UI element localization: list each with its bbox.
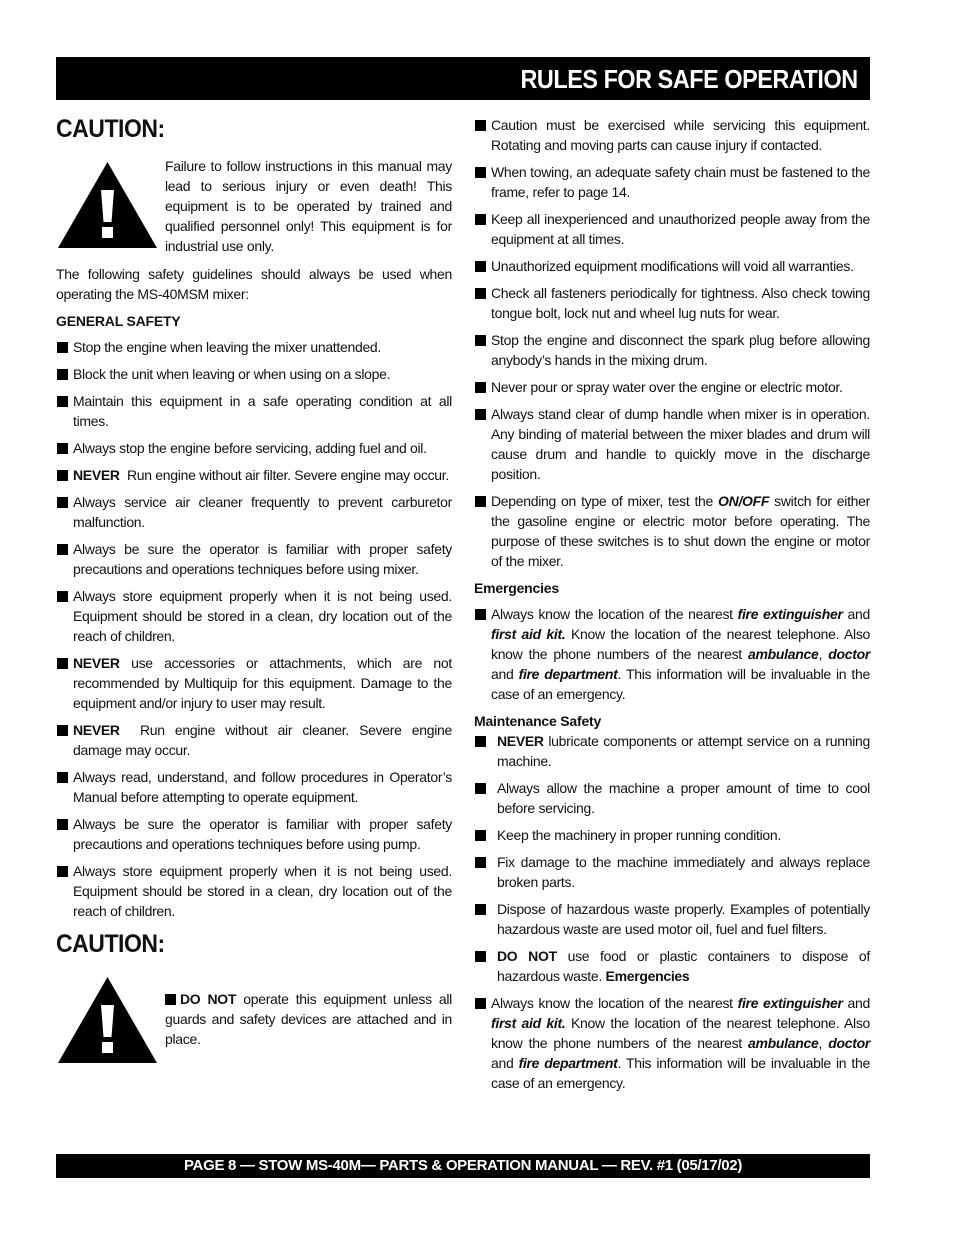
section-heading-general-safety: GENERAL SAFETY	[56, 313, 181, 329]
list-item: Depending on type of mixer, test the ON/OFF switch for either the gasoline engine or electric motor before operating. The purpose of these switches is to shut down the engine or motor of the mixer.	[474, 491, 870, 571]
emergencies-list	[474, 604, 870, 704]
list-item: Stop the engine and disconnect the spark plug before allowing anybody’s hands in the mixing drum.	[474, 330, 870, 370]
list-item: Dispose of hazardous waste properly. Examples of potentially hazardous waste are used motor oil, fuel and fuel filters.	[474, 899, 870, 939]
bullet-square-icon	[475, 120, 486, 131]
caution-second	[56, 930, 452, 1073]
list-item: Always stand clear of dump handle when mixer is in operation. Any binding of material between the mixer blades and drum will cause drum and handle to quickly move in the discharge position.	[474, 404, 870, 484]
list-item: When towing, an adequate safety chain must be fastened to the frame, refer to page 14.	[474, 162, 870, 202]
bullet-square-icon	[57, 396, 68, 407]
list-item: Always know the location of the nearest fire extinguisher and first aid kit. Know the location of the nearest telephone. Also know the phone numbers of the nearest ambulance, doctor and fire department. This information will be invaluable in the case of an emergency.	[474, 993, 870, 1093]
bullet-square-icon	[57, 544, 68, 555]
bullet-square-icon	[475, 830, 486, 841]
bullet-square-icon	[57, 443, 68, 454]
bullet-square-icon	[475, 904, 486, 915]
bullet-square-icon	[475, 382, 486, 393]
header-bar	[56, 57, 870, 100]
bullet-square-icon	[475, 951, 486, 962]
bullet-square-icon	[57, 725, 68, 736]
caution-text: Failure to follow instructions in this manual may lead to serious injury or even death! This equipment is to be operated by trained and qualified personnel only! This equipment is for industrial use only.	[165, 158, 452, 254]
emergencies-list-repeat	[474, 993, 870, 1093]
bullet-square-icon	[57, 658, 68, 669]
bullet-square-icon	[57, 369, 68, 380]
intro-text: The following safety guidelines should always be used when operating the MS-40MSM mixer:	[56, 266, 452, 302]
caution-text: DO NOT operate this equipment unless all guards and safety devices are attached and in place.	[165, 991, 452, 1047]
list-item: Always allow the machine a proper amount of time to cool before servicing.	[474, 778, 870, 818]
list-item: Caution must be exercised while servicing this equipment. Rotating and moving parts can cause injury if contacted.	[474, 115, 870, 155]
keyword: NEVER	[73, 467, 120, 483]
bullet-square-icon	[57, 497, 68, 508]
bullet-square-icon	[475, 167, 486, 178]
caution-block	[56, 971, 452, 1065]
bullet-square-icon	[475, 335, 486, 346]
section-heading-maintenance-safety: Maintenance Safety	[474, 713, 602, 729]
bullet-square-icon	[475, 783, 486, 794]
bullet-square-icon	[475, 998, 486, 1009]
list-item: Unauthorized equipment modifications will void all warranties.	[474, 256, 870, 276]
bullet-square-icon	[57, 470, 68, 481]
caution-title: CAUTION:	[56, 115, 165, 143]
bullet-square-icon	[57, 819, 68, 830]
bullet-square-icon	[57, 342, 68, 353]
list-item: NEVER Run engine without air cleaner. Severe engine damage may occur.	[56, 720, 452, 760]
list-item: Stop the engine when leaving the mixer unattended.	[56, 337, 452, 357]
bullet-square-icon	[475, 857, 486, 868]
right-safety-list	[474, 115, 870, 571]
list-item: Always store equipment properly when it is not being used. Equipment should be stored in a clean, dry location out of the reach of children.	[56, 586, 452, 646]
maintenance-list	[474, 731, 870, 986]
list-item: Always be sure the operator is familiar with proper safety precautions and operations techniques before using pump.	[56, 814, 452, 854]
list-item: NEVER Run engine without air filter. Severe engine may occur.	[56, 465, 452, 485]
list-item: Keep the machinery in proper running condition.	[474, 825, 870, 845]
bullet-square-icon	[475, 409, 486, 420]
bullet-square-icon	[475, 261, 486, 272]
bullet-square-icon	[475, 736, 486, 747]
bullet-square-icon	[57, 772, 68, 783]
caution-title: CAUTION:	[56, 930, 165, 958]
list-item: NEVER use accessories or attachments, which are not recommended by Multiquip for this equipment. Damage to the equipment and/or injury to user may result.	[56, 653, 452, 713]
list-item: Maintain this equipment in a safe operating condition at all times.	[56, 391, 452, 431]
list-item: Never pour or spray water over the engine or electric motor.	[474, 377, 870, 397]
keyword: NEVER	[73, 722, 120, 738]
left-column	[56, 115, 452, 928]
bullet-square-icon	[57, 591, 68, 602]
list-item: Always know the location of the nearest fire extinguisher and first aid kit. Know the location of the nearest telephone. Also know the phone numbers of the nearest ambulance, doctor and fire department. This information will be invaluable in the case of an emergency.	[474, 604, 870, 704]
bullet-square-icon	[475, 609, 486, 620]
list-item: Fix damage to the machine immediately and always replace broken parts.	[474, 852, 870, 892]
list-item: Check all fasteners periodically for tightness. Also check towing tongue bolt, lock nut and wheel lug nuts for wear.	[474, 283, 870, 323]
bullet-square-icon	[475, 288, 486, 299]
general-safety-list	[56, 337, 452, 921]
list-item: Always be sure the operator is familiar with proper safety precautions and operations techniques before using mixer.	[56, 539, 452, 579]
bullet-square-icon	[475, 496, 486, 507]
list-item: Always stop the engine before servicing, adding fuel and oil.	[56, 438, 452, 458]
footer-bar: PAGE 8 — STOW MS-40M— PARTS & OPERATION MANUAL — REV. #1 (05/17/02)	[56, 1154, 870, 1178]
list-item: Always store equipment properly when it is not being used. Equipment should be stored in a clean, dry location out of the reach of children.	[56, 861, 452, 921]
keyword: DO NOT	[180, 991, 237, 1007]
list-item: Keep all inexperienced and unauthorized people away from the equipment at all times.	[474, 209, 870, 249]
keyword: ON/OFF	[718, 493, 770, 509]
warning-triangle-icon	[56, 160, 159, 250]
list-item: Block the unit when leaving or when using on a slope.	[56, 364, 452, 384]
page-title: RULES FOR SAFE OPERATION	[520, 64, 858, 94]
warning-triangle-icon	[56, 975, 159, 1065]
list-item: DO NOT use food or plastic containers to dispose of hazardous waste. Emergencies	[474, 946, 870, 986]
section-heading-emergencies: Emergencies	[474, 580, 559, 596]
caution-block	[56, 156, 452, 256]
right-column	[474, 115, 870, 1100]
bullet-square-icon	[475, 214, 486, 225]
bullet-square-icon	[57, 866, 68, 877]
keyword: NEVER	[73, 655, 120, 671]
list-item: Always read, understand, and follow procedures in Operator’s Manual before attempting to operate equipment.	[56, 767, 452, 807]
bullet-square-icon	[165, 994, 176, 1005]
list-item: Always service air cleaner frequently to prevent carburetor malfunction.	[56, 492, 452, 532]
list-item: NEVER lubricate components or attempt service on a running machine.	[474, 731, 870, 771]
